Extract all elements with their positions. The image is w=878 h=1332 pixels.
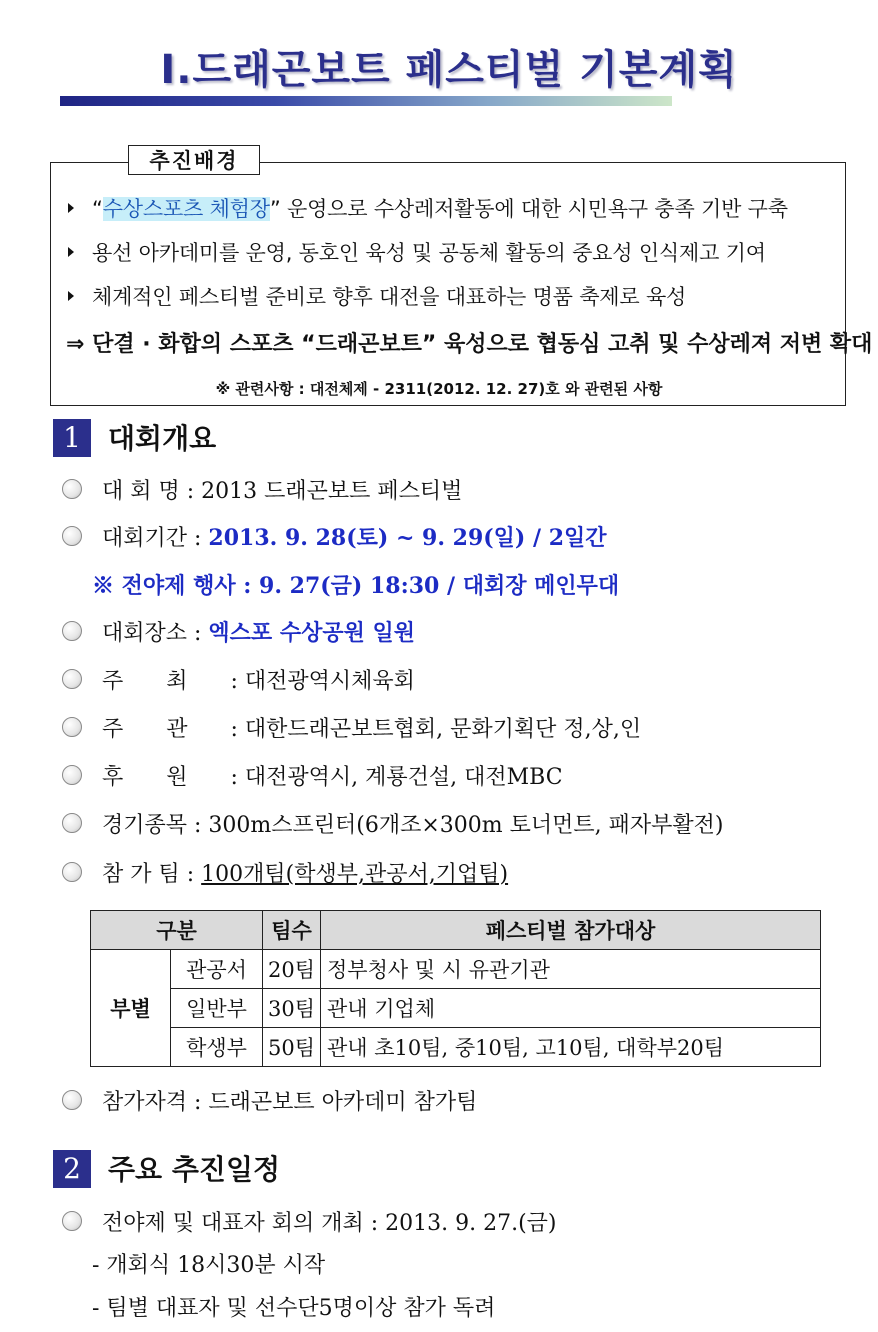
section-number: 2 [53, 1150, 91, 1188]
table-header: 팀수 [263, 911, 321, 950]
table-cell: 관내 초10팀, 중10팀, 고10팀, 대학부20팀 [321, 1028, 821, 1067]
background-item: “수상스포츠 체험장” 운영으로 수상레저활동에 대한 시민욕구 충족 기반 구축 [68, 193, 788, 223]
table-cell: 일반부 [171, 989, 263, 1028]
list-item-teams: 참 가 팀 : 100개팀(학생부,관공서,기업팀) [62, 857, 508, 888]
background-label: 추진배경 [128, 145, 260, 175]
teams-table [90, 910, 821, 1067]
section-title: 주요 추진일정 [108, 1153, 281, 1186]
circle-bullet-icon [62, 1211, 82, 1231]
table-cell: 관내 기업체 [321, 989, 821, 1028]
circle-bullet-icon [62, 813, 82, 833]
table-cell: 50팀 [263, 1028, 321, 1067]
table-cell: 관공서 [171, 950, 263, 989]
background-item: 체계적인 페스티벌 준비로 향후 대전을 대표하는 명품 축제로 육성 [68, 281, 686, 311]
background-conclusion: ⇒ 단결 · 화합의 스포츠 “드래곤보트” 육성으로 협동심 고취 및 수상레져 저변 확대 [66, 332, 873, 357]
circle-bullet-icon [62, 526, 82, 546]
list-item-organizer: 주 관 : 대한드래곤보트협회, 문화기획단 정,상,인 [62, 712, 641, 743]
sub-item: - 팀별 대표자 및 선수단5명이상 참가 독려 [92, 1296, 496, 1321]
eve-event-note: ※ 전야제 행사 : 9. 27(금) 18:30 / 대회장 메인무대 [92, 573, 620, 599]
circle-bullet-icon [62, 862, 82, 882]
highlighted-text: 수상스포츠 체험장 [102, 197, 270, 221]
title-underline-bar [60, 96, 672, 106]
list-item-event: 경기종목 : 300m스프린터(6개조×300m 토너먼트, 패자부활전) [62, 808, 723, 839]
section-title: 대회개요 [108, 422, 217, 455]
table-header-row [91, 911, 821, 950]
table-header: 페스티벌 참가대상 [321, 911, 821, 950]
section-number: 1 [53, 419, 91, 457]
table-cell: 30팀 [263, 989, 321, 1028]
table-row [91, 989, 821, 1028]
circle-bullet-icon [62, 717, 82, 737]
page-title: Ⅰ.드래곤보트 페스티벌 기본계획 [160, 47, 738, 93]
list-item-host: 주 최 : 대전광역시체육회 [62, 664, 415, 695]
sub-item: - 개회식 18시30분 시작 [92, 1253, 326, 1278]
table-cell: 학생부 [171, 1028, 263, 1067]
triangle-bullet-icon [68, 203, 74, 213]
background-item: 용선 아카데미를 운영, 동호인 육성 및 공동체 활동의 중요성 인식제고 기여 [68, 237, 766, 267]
circle-bullet-icon [62, 479, 82, 499]
table-cell: 정부청사 및 시 유관기관 [321, 950, 821, 989]
list-item-qualification: 참가자격 : 드래곤보트 아카데미 참가팀 [62, 1085, 477, 1116]
background-note: ※ 관련사항 : 대전체제 - 2311(2012. 12. 27)호 와 관련된 사항 [215, 380, 663, 398]
list-item-name: 대 회 명 : 2013 드래곤보트 페스티벌 [62, 474, 462, 505]
circle-bullet-icon [62, 621, 82, 641]
table-row [91, 1028, 821, 1067]
table-row [91, 950, 821, 989]
triangle-bullet-icon [68, 247, 74, 257]
table-cell: 20팀 [263, 950, 321, 989]
list-item-venue: 대회장소 : 엑스포 수상공원 일원 [62, 616, 415, 647]
list-item-period: 대회기간 : 2013. 9. 28(토) ~ 9. 29(일) / 2일간 [62, 521, 607, 552]
circle-bullet-icon [62, 669, 82, 689]
circle-bullet-icon [62, 1090, 82, 1110]
triangle-bullet-icon [68, 291, 74, 301]
list-item-eve-meeting: 전야제 및 대표자 회의 개최 : 2013. 9. 27.(금) [62, 1206, 557, 1237]
table-header: 구분 [91, 911, 263, 950]
circle-bullet-icon [62, 765, 82, 785]
table-group-cell: 부별 [91, 950, 171, 1067]
list-item-sponsor: 후 원 : 대전광역시, 계룡건설, 대전MBC [62, 760, 563, 791]
